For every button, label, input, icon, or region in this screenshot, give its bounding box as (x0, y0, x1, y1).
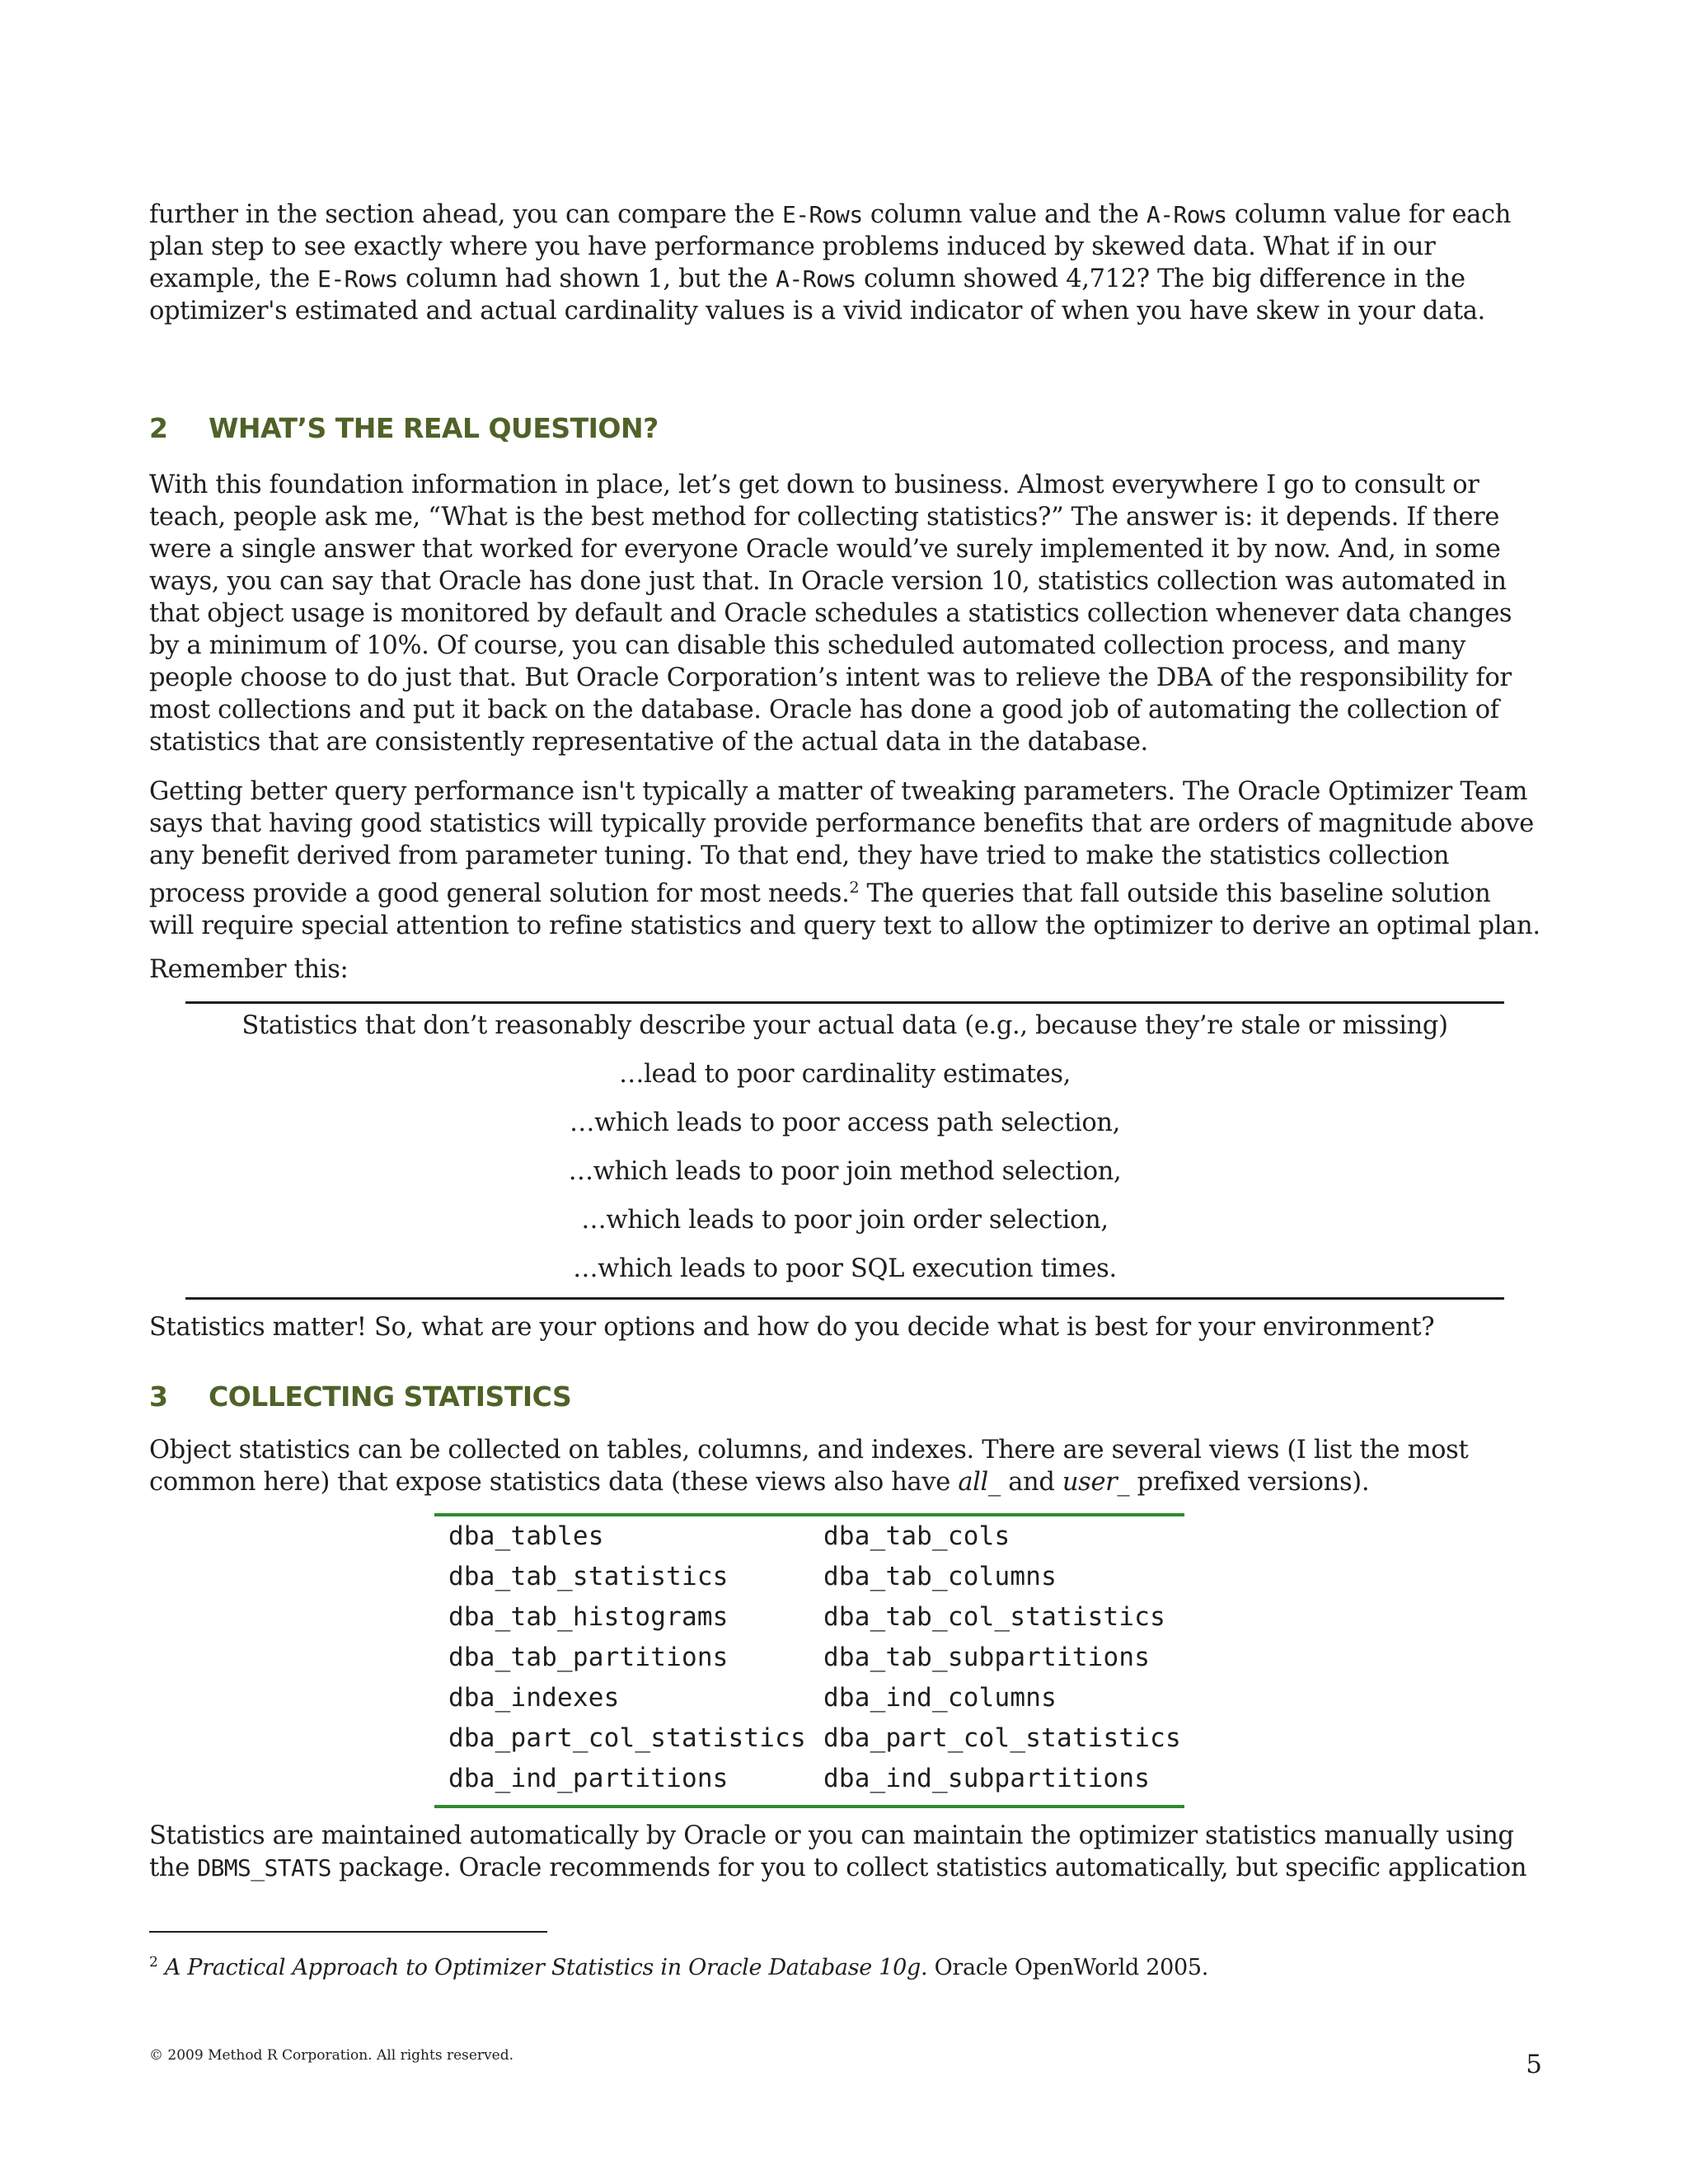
paragraph-text: Statistics are maintained automatically by Oracle or you can maintain the optimizer statistics manually using the (149, 1821, 1514, 1882)
inline-code: E-Rows (317, 265, 398, 293)
view-name: dba_part_col_statistics (823, 1723, 1181, 1753)
view-name: dba_tab_partitions (448, 1643, 729, 1672)
inline-code: A-Rows (1146, 201, 1227, 228)
emphasis-text: user_ (1062, 1468, 1130, 1497)
view-name: dba_ind_columns (823, 1683, 1057, 1713)
remember-line: …lead to poor cardinality estimates, (618, 1060, 1071, 1089)
remember-callout (185, 1001, 1504, 1300)
section-title: WHAT’S THE REAL QUESTION? (209, 412, 659, 444)
view-name: dba_indexes (448, 1683, 620, 1713)
table-row (434, 1516, 1184, 1557)
footnote-reference[interactable]: 2 (849, 879, 860, 897)
footnote-title: A Practical Approach to Optimizer Statistics in Oracle Database 10g (164, 1955, 921, 1980)
remember-intro: Remember this: (149, 955, 349, 984)
view-name: dba_ind_subpartitions (823, 1764, 1151, 1793)
footnote-divider (149, 1931, 547, 1933)
inline-code: DBMS_STATS (197, 1854, 331, 1882)
intro-text: column showed 4,712? The big difference in the optimizer's estimated and actual cardinality values is a vivid indicator of when you have skew in your data. (149, 265, 1485, 326)
view-name: dba_tab_col_statistics (823, 1602, 1165, 1632)
view-name: dba_tab_cols (823, 1521, 1010, 1551)
remember-line: …which leads to poor join order selection, (581, 1206, 1109, 1235)
paragraph-text: prefixed versions). (1129, 1468, 1370, 1497)
view-name: dba_ind_partitions (448, 1764, 729, 1793)
statistics-views-table (434, 1513, 1184, 1808)
intro-text: column had shown 1, but the (397, 265, 776, 293)
view-name: dba_tab_columns (823, 1562, 1057, 1591)
section-title: COLLECTING STATISTICS (209, 1380, 572, 1413)
section-3-heading (149, 1380, 571, 1413)
intro-text: column value and the (862, 200, 1146, 229)
table-row (434, 1638, 1184, 1678)
section-2-heading (149, 412, 659, 444)
view-name: dba_tab_subpartitions (823, 1643, 1151, 1672)
paragraph-text: package. Oracle recommends for you to collect statistics automatically, but specific application (331, 1854, 1527, 1882)
inline-code: E-Rows (782, 201, 863, 228)
paragraph-text: The queries that fall outside this baseline solution will require special attention to refine statistics and query text to allow the optimizer to derive an optimal plan. (149, 879, 1540, 941)
table-row (434, 1759, 1184, 1799)
footnote (149, 1947, 1208, 1983)
table-row (434, 1718, 1184, 1759)
remember-line: …which leads to poor join method selection, (568, 1157, 1122, 1186)
view-name: dba_tables (448, 1521, 604, 1551)
section-2-paragraph-2 (149, 776, 1542, 942)
table-row (434, 1557, 1184, 1597)
remember-line: …which leads to poor access path selection, (569, 1108, 1121, 1137)
remember-line: Statistics that don’t reasonably describe your actual data (e.g., because they’re stale or missing) (241, 1011, 1448, 1040)
intro-text: column value for each plan step to see exactly where you have performance problems induced by skewed data. What if in our example, the (149, 200, 1512, 293)
page-number: 5 (1526, 2050, 1542, 2079)
intro-text: further in the section ahead, you can compare the (149, 200, 783, 229)
view-name: dba_tab_statistics (448, 1562, 729, 1591)
section-3-paragraph-2 (149, 1820, 1542, 1884)
footnote-marker: 2 (149, 1954, 158, 1971)
paragraph-text: Getting better query performance isn't typically a matter of tweaking parameters. The Oracle Optimizer Team says that having good statistics will typically provide performance benefits that are orders of magnitude above any benefit derived from parameter tuning. To that end, they have tried to make the statistics collection process provide a good general solution for most needs. (149, 777, 1534, 909)
intro-paragraph (149, 199, 1542, 327)
section-3-paragraph-1 (149, 1434, 1542, 1498)
view-name: dba_tab_histograms (448, 1602, 729, 1632)
paragraph-text: Object statistics can be collected on tables, columns, and indexes. There are several views (I list the most common here) that expose statistics data (these views also have (149, 1436, 1469, 1497)
inline-code: A-Rows (776, 265, 856, 293)
table-row (434, 1597, 1184, 1638)
section-number: 3 (149, 1380, 168, 1413)
section-number: 2 (149, 412, 168, 444)
remember-line: …which leads to poor SQL execution times. (573, 1254, 1117, 1283)
table-row (434, 1678, 1184, 1718)
section-2-paragraph-1: With this foundation information in place, let’s get down to business. Almost everywhere I go to consult or teach, people ask me, “What is the best method for collecting statistics?” The answer is: it depends. If there were a single answer that worked for everyone Oracle would’ve surely implemented it by now. And, in some ways, you can say that Oracle has done just that. In Oracle version 10, statistics collection was automated in that object usage is monitored by default and Oracle schedules a statistics collection whenever data changes by a minimum of 10%. Of course, you can disable this scheduled automated collection process, and many people choose to do just that. But Oracle Corporation’s intent was to relieve the DBA of the responsibility for most collections and put it back on the database. Oracle has done a good job of automating the collection of statistics that are consistently representative of the actual data in the database. (149, 471, 1512, 757)
paragraph-text: and (1000, 1468, 1062, 1497)
copyright-notice: © 2009 Method R Corporation. All rights reserved. (149, 2047, 514, 2064)
section-2-paragraph-4: Statistics matter! So, what are your options and how do you decide what is best for your environment? (149, 1313, 1435, 1342)
emphasis-text: all_ (958, 1468, 1001, 1497)
view-name: dba_part_col_statistics (448, 1723, 806, 1753)
footnote-text: . Oracle OpenWorld 2005. (921, 1955, 1209, 1980)
